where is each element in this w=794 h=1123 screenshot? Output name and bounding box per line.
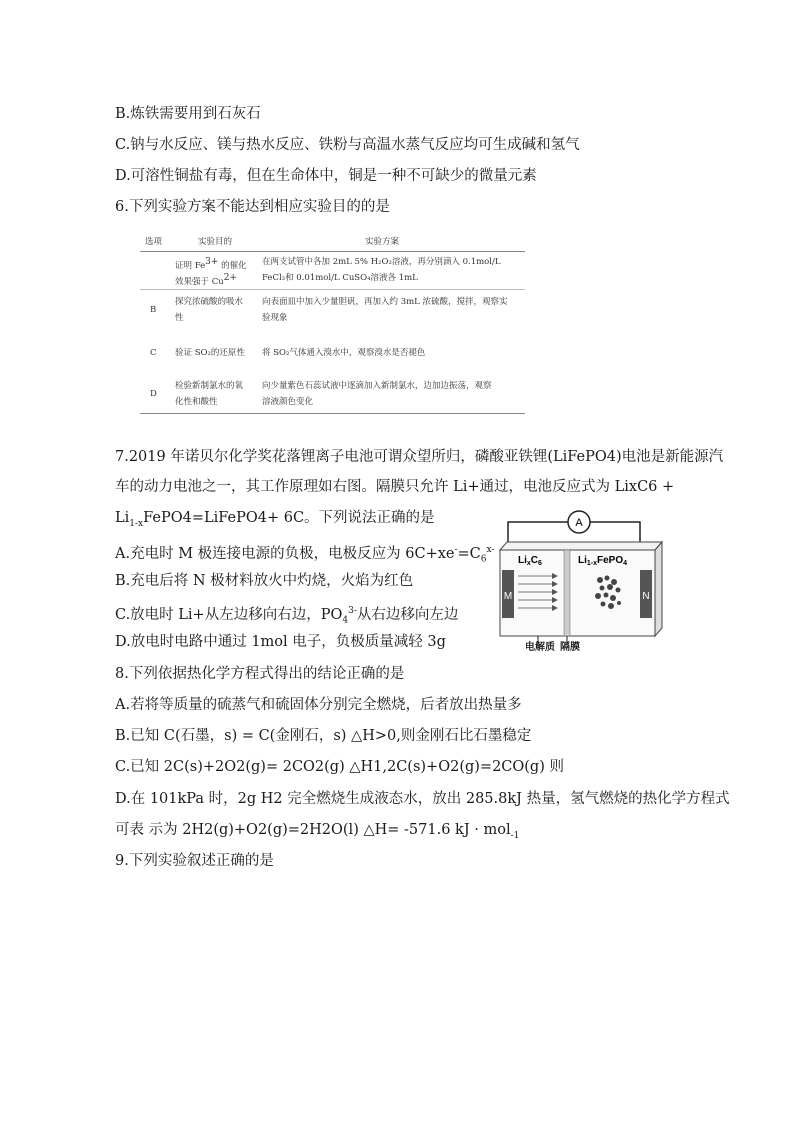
separator-membrane	[564, 550, 570, 636]
q8-option-b: B.已知 C(石墨，s) = C(金刚石，s) △H>0,则金刚石比石墨稳定	[115, 728, 532, 744]
q5-option-d: D.可溶性铜盐有毒，但在生命体中，铜是一种不可缺少的微量元素	[115, 168, 537, 184]
q8-option-c: C.已知 2C(s)+2O2(g)= 2CO2(g) △H1,2C(s)+O2(g)=2CO(g) 则	[115, 759, 564, 775]
q8-stem: 8.下列依据热化学方程式得出的结论正确的是	[115, 666, 405, 682]
row-d-plan-2: 溶液颜色变化	[262, 397, 314, 407]
row-b-option: B	[150, 305, 157, 315]
table-header-rule	[140, 251, 525, 252]
electrode-m-label: M	[503, 591, 513, 602]
separator-label: 隔膜	[560, 642, 580, 653]
q7-option-b: B.充电后将 N 极材料放火中灼烧，火焰为红色	[115, 573, 414, 589]
row-d-option: D	[150, 389, 157, 399]
row-c-option: C	[150, 348, 157, 358]
ammeter-label: A	[575, 517, 583, 529]
q5-option-c: C.钠与水反应、镁与热水反应、铁粉与高温水蒸气反应均可生成碱和氢气	[115, 137, 580, 153]
q7-option-d: D.放电时电路中通过 1mol 电子，负极质量减轻 3g	[115, 634, 446, 650]
q9-stem: 9.下列实验叙述正确的是	[115, 853, 274, 869]
q5-option-b: B.炼铁需要用到石灰石	[115, 106, 261, 122]
q8-option-d: D.在 101kPa 时，2g H2 完全燃烧生成液态水，放出 285.8kJ 热量，氢气燃烧的热化学方程式	[115, 791, 730, 807]
row-a-plan-2: FeCl₃和 0.01mol/L CuSO₄溶液各 1mL	[262, 273, 418, 283]
q8-option-d-equation: 可表 示为 2H2(g)+O2(g)=2H2O(l) △H= -571.6 kJ · mol$_{-1}$	[115, 822, 520, 841]
row-d-purpose-2: 化性和酸性	[175, 397, 218, 407]
header-purpose: 实验目的	[198, 237, 233, 247]
header-plan: 实验方案	[365, 237, 400, 247]
battery-diagram	[490, 508, 670, 653]
q8-option-a: A.若将等质量的硫蒸气和硫固体分别完全燃烧，后者放出热量多	[115, 697, 522, 713]
cell-top	[500, 542, 662, 550]
battery-diagram-svg	[490, 508, 670, 653]
q7-option-c: C.放电时 Li+从左边移向右边，$PO_4^{3-}$从右边移向左边	[115, 606, 459, 626]
row-c-purpose: 验证 SO₂的还原性	[175, 348, 245, 358]
row-b-purpose-2: 性	[175, 313, 184, 323]
header-option: 选项	[145, 237, 163, 247]
row-a-plan-1: 在两支试管中各加 2mL 5% H₂O₂溶液，再分别滴入 0.1mol/L	[262, 257, 501, 267]
row-a-purpose-2: 效果强于 $Cu^{2+}$	[175, 273, 237, 287]
q7-option-a: A.充电时 M 极连接电源的负极，电极反应为 $6C+xe^-=C_6^{x-}$	[115, 545, 495, 565]
q6-stem: 6.下列实验方案不能达到相应实验目的的是	[115, 199, 390, 215]
q7-stem-3: $Li_{1-x}FePO4=LiFePO4+ 6C$。下列说法正确的是	[115, 510, 435, 529]
row-b-purpose-1: 探究浓硫酸的吸水	[175, 297, 244, 307]
row-c-plan: 将 SO₂气体通入溴水中，观察溴水是否褪色	[262, 348, 426, 358]
electrode-n-label: N	[642, 591, 650, 602]
row-b-plan-1: 向表面皿中加入少量胆矾，再加入约 3mL 浓硫酸，搅拌，观察实	[262, 297, 508, 307]
row-d-plan-1: 向少量紫色石蕊试液中逐滴加入新制氯水，边加边振荡，观察	[262, 381, 492, 391]
electrolyte-label: 电解质	[525, 642, 555, 653]
row-rule	[140, 289, 525, 290]
row-a-purpose-1: 证明 $Fe^{3+}$ 的催化	[175, 257, 247, 271]
cell-side	[655, 542, 662, 636]
row-b-plan-2: 验现象	[262, 313, 288, 323]
q7-stem-1: 7.2019 年诺贝尔化学奖花落锂离子电池可谓众望所归，磷酸亚铁锂(LiFePO4)电池是新能源汽	[115, 449, 724, 465]
row-d-purpose-1: 检验新制氯水的氧	[175, 381, 244, 391]
cathode-material-label: $Li_{1-x}FePO_4$	[578, 555, 628, 567]
table-bottom-rule	[140, 413, 525, 414]
anode-material-label: $Li_xC_6$	[518, 555, 542, 567]
q7-stem-2: 车的动力电池之一，其工作原理如右图。隔膜只允许 Li+通过，电池反应式为 LixC6 +	[115, 479, 675, 495]
